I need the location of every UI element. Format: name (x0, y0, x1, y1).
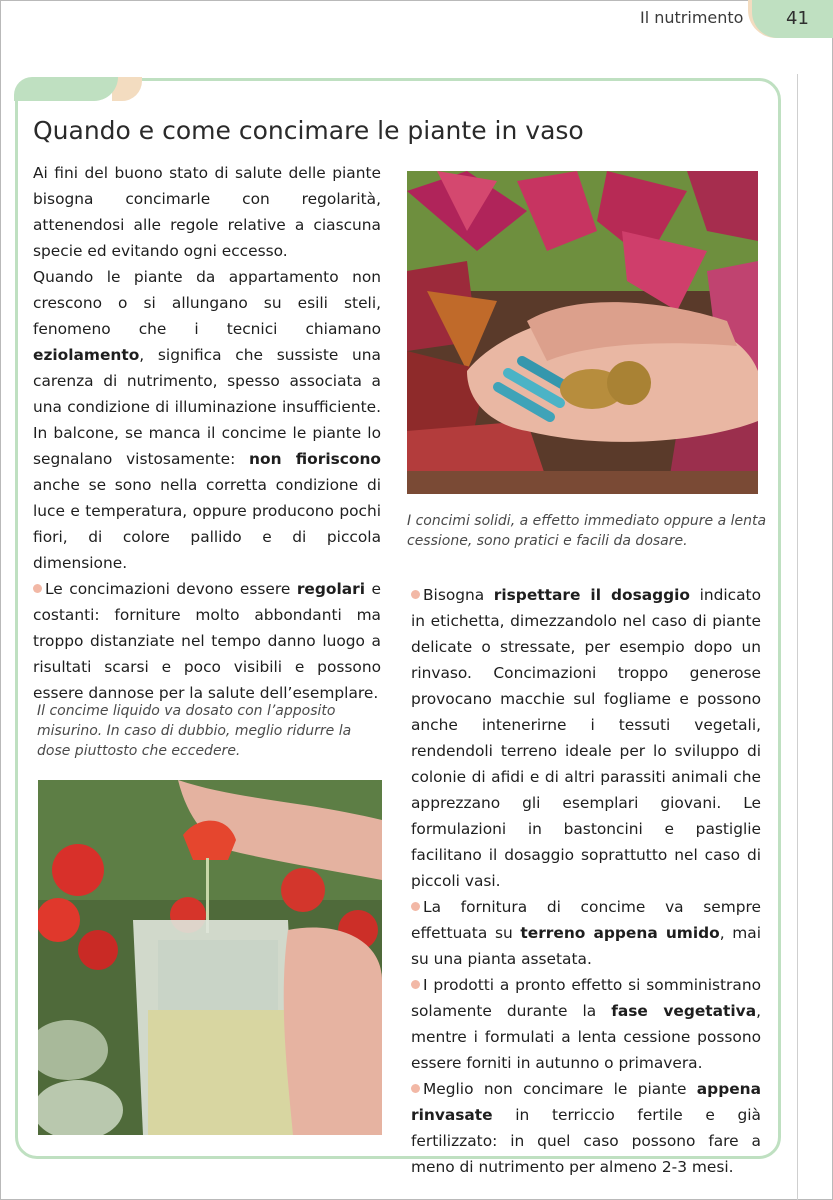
bullet-dot-icon (411, 590, 420, 599)
paragraph-etiolation (33, 264, 381, 576)
term-regolari: regolari (296, 580, 365, 598)
section-title: Il nutrimento (640, 8, 744, 27)
text: in terriccio fertile e già fertilizzato: in quel caso possono fare a meno di nutrimento per almeno 2-3 mesi. (411, 1106, 761, 1176)
text: Bisogna (423, 586, 494, 604)
page-title: Quando e come concimare le piante in vaso (33, 116, 584, 145)
photo-solid-fertilizer (407, 171, 758, 494)
text: anche se sono nella corretta condizione di luce e temperatura, oppure producono pochi fiori, di colore pallido e di piccola dimensione. (33, 476, 381, 572)
bullet-moist-soil (411, 894, 761, 972)
text: Quando le piante da appartamento non crescono o si allungano su esili steli, fenomeno che i tecnici chiamano (33, 268, 381, 338)
bullet-dot-icon (411, 980, 420, 989)
text: I prodotti a pronto effetto si somministrano solamente durante la (411, 976, 761, 1020)
photo-liquid-fertilizer (38, 780, 382, 1135)
caption-liquid-fertilizer: Il concime liquido va dosato con l’apposito misurino. In caso di dubbio, meglio ridurre la dose piuttosto che eccedere. (37, 703, 352, 759)
margin-rule (797, 74, 798, 1200)
term-terreno-umido: terreno appena umido (520, 924, 720, 942)
term-eziolamento: eziolamento (33, 346, 140, 364)
text: La fornitura di concime va sempre effettuata su (411, 898, 761, 942)
bullet-dot-icon (411, 1084, 420, 1093)
left-column (33, 160, 381, 706)
bullet-repotted (411, 1076, 761, 1180)
paragraph-intro: Ai fini del buono stato di salute delle piante bisogna concimarle con regolarità, attenendosi alle regole relative a ciascuna specie ed evitando ogni eccesso. (33, 164, 381, 260)
text: Le concimazioni devono essere (45, 580, 297, 598)
bullet-dosage (411, 582, 761, 894)
bullet-dot-icon (33, 584, 42, 593)
text: , mentre i formulati a lenta cessione possono essere forniti in autunno o primavera. (411, 1002, 761, 1072)
text: e costanti: forniture molto abbondanti ma troppo distanziate nel tempo danno luogo a risultati scarsi e poco visibili e possono essere dannose per la salute dell’esemplare. (33, 580, 381, 702)
term-rispettare-dosaggio: rispettare il dosaggio (493, 586, 691, 604)
bullet-dot-icon (411, 902, 420, 911)
term-non-fioriscono: non fioriscono (249, 450, 381, 468)
term-fase-vegetativa: fase vegetativa (611, 1002, 757, 1020)
paragraph-regular (33, 576, 381, 706)
term-appena-rinvasate: appena rinvasate (411, 1080, 761, 1124)
text: Meglio non concimare le piante (423, 1080, 697, 1098)
text: , mai su una pianta assetata. (411, 924, 761, 968)
right-column (411, 582, 761, 1180)
text: , significa che sussiste una carenza di nutrimento, spesso associata a una condizione di illuminazione insufficiente. In balcone, se manca il concime le piante lo segnalano vistosamente: (33, 346, 381, 468)
bullet-vegetative-phase (411, 972, 761, 1076)
page-number: 41 (786, 8, 809, 29)
panel-tab (14, 77, 118, 101)
caption-solid-fertilizer: I concimi solidi, a effetto immediato oppure a lenta cessione, sono pratici e facili da dosare. (407, 513, 767, 549)
text: indicato in etichetta, dimezzandolo nel caso di piante delicate o stressate, per esempio dopo un rinvaso. Concimazioni troppo generose provocano macchie sul fogliame e possono anche intenerirne i tessuti vegetali, rendendoli terreno ideale per lo sviluppo di colonie di afidi e di altri parassiti animali che apprezzano gli esemplari giovani. Le formulazioni in bastoncini e pastiglie facilitano il dosaggio soprattutto nel caso di piccoli vasi. (411, 586, 761, 890)
